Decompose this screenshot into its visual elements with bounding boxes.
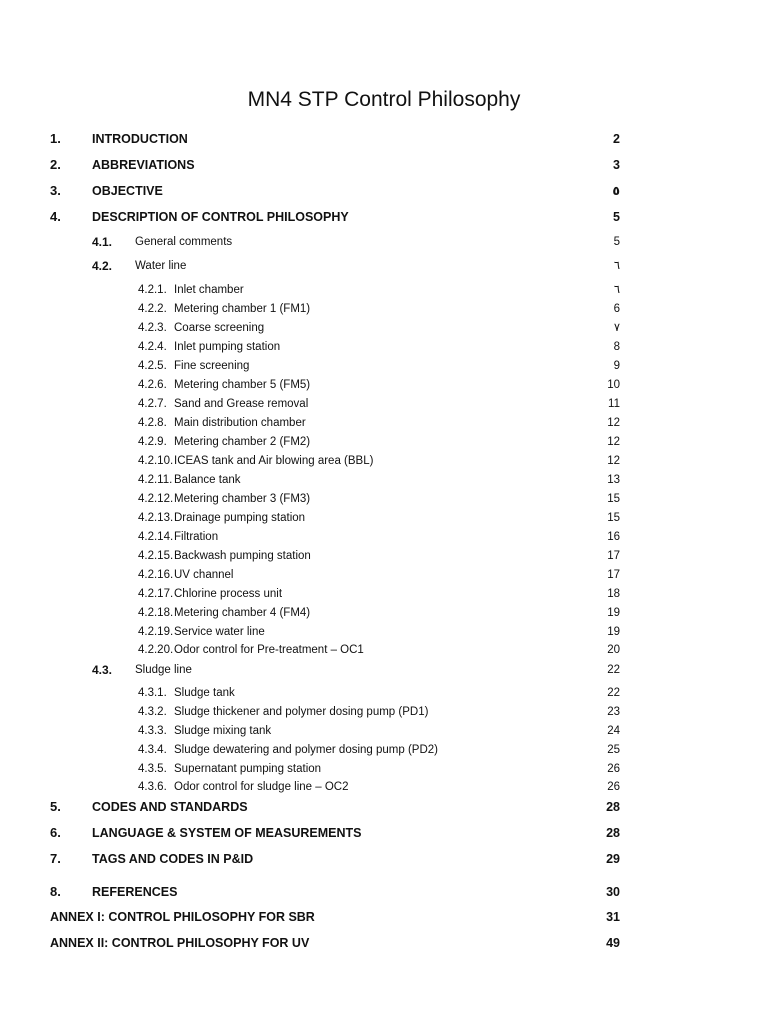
toc-entry-number: 4.3.2.	[138, 706, 167, 718]
toc-entry-number: 4.2.11.	[138, 474, 173, 486]
toc-entry-title: Main distribution chamber	[174, 417, 306, 429]
toc-entry-number: 3.	[50, 183, 61, 198]
toc-entry[interactable]	[0, 760, 768, 778]
toc-entry-number: 4.2.18.	[138, 607, 174, 619]
toc-entry[interactable]	[0, 182, 768, 200]
toc-entry-number: 6.	[50, 825, 61, 840]
toc-entry-page-number: 5	[613, 236, 620, 248]
toc-entry[interactable]	[0, 233, 768, 251]
toc-entry[interactable]	[0, 281, 768, 299]
toc-entry-title: Sand and Grease removal	[174, 398, 309, 410]
toc-entry-number: 4.	[50, 209, 61, 224]
toc-entry[interactable]	[0, 338, 768, 356]
toc-entry[interactable]	[0, 850, 768, 868]
toc-entry-title: Metering chamber 3 (FM3)	[174, 493, 311, 505]
toc-entry-number: 4.1.	[92, 235, 113, 249]
toc-entry-title: Inlet pumping station	[174, 341, 281, 353]
toc-entry-page-number: 23	[607, 706, 620, 718]
toc-entry-title: Sludge tank	[174, 687, 235, 699]
toc-entry[interactable]	[0, 604, 768, 622]
toc-entry-page-number: 11	[608, 398, 620, 410]
toc-entry[interactable]	[0, 414, 768, 432]
toc-entry-page-number: ٥	[612, 184, 620, 198]
toc-entry[interactable]	[0, 824, 768, 842]
toc-entry-number: 4.2.14.	[138, 531, 174, 543]
toc-entry-number: 4.2.7.	[138, 398, 167, 410]
toc-entry-number: 8.	[50, 884, 61, 899]
toc-entry-title: Backwash pumping station	[174, 550, 311, 562]
toc-entry-title: Metering chamber 4 (FM4)	[174, 607, 311, 619]
toc-entry-title: Drainage pumping station	[174, 512, 306, 524]
toc-entry[interactable]	[0, 908, 768, 926]
toc-entry[interactable]	[0, 934, 768, 952]
toc-entry-page-number: ٧	[613, 322, 620, 334]
toc-entry-page-number: 12	[607, 436, 620, 448]
toc-entry-number: 5.	[50, 799, 61, 814]
toc-entry-page-number: 15	[607, 512, 620, 524]
toc-entry-page-number: 31	[606, 910, 620, 924]
toc-entry-page-number: 15	[607, 493, 620, 505]
toc-entry[interactable]	[0, 509, 768, 527]
toc-entry-title: Supernatant pumping station	[174, 763, 322, 775]
toc-entry[interactable]	[0, 623, 768, 641]
toc-entry-title: INTRODUCTION	[92, 132, 188, 146]
page-title: MN4 STP Control Philosophy	[247, 88, 521, 111]
toc-entry-page-number: 2	[613, 132, 620, 146]
toc-entry-page-number: 19	[607, 607, 620, 619]
toc-entry-title: Coarse screening	[174, 322, 265, 334]
toc-entry-page-number: 26	[607, 763, 620, 775]
toc-entry-number: 4.3.1.	[138, 687, 167, 699]
toc-entry-title: Inlet chamber	[174, 284, 244, 296]
toc-entry-title: Sludge thickener and polymer dosing pump (PD1)	[174, 706, 429, 718]
toc-entry-page-number: 5	[613, 210, 620, 224]
toc-entry[interactable]	[0, 722, 768, 740]
toc-entry-number: 4.2.13.	[138, 512, 174, 524]
toc-entry[interactable]	[0, 319, 768, 337]
toc-entry[interactable]	[0, 395, 768, 413]
toc-entry[interactable]	[0, 156, 768, 174]
toc-entry-number: 4.2.2.	[138, 303, 167, 315]
toc-entry[interactable]	[0, 778, 768, 796]
toc-entry-page-number: 17	[607, 569, 620, 581]
toc-entry-number: 1.	[50, 131, 61, 146]
toc-entry-number: 4.2.4.	[138, 341, 167, 353]
toc-entry-page-number: 18	[607, 588, 620, 600]
toc-entry[interactable]	[0, 684, 768, 702]
toc-entry-page-number: 28	[606, 826, 620, 840]
toc-entry-title: Service water line	[174, 626, 265, 638]
toc-entry-page-number: 22	[607, 687, 620, 699]
toc-entry-page-number: 24	[607, 725, 620, 737]
toc-entry[interactable]	[0, 433, 768, 451]
toc-entry[interactable]	[0, 883, 768, 901]
toc-entry-number: 4.2.20.	[138, 644, 174, 656]
toc-entry-page-number: 17	[607, 550, 620, 562]
toc-entry-page-number: ٦	[613, 284, 620, 296]
toc-entry-title: Metering chamber 2 (FM2)	[174, 436, 311, 448]
toc-entry-title: LANGUAGE & SYSTEM OF MEASUREMENTS	[92, 826, 362, 840]
toc-entry-title: Water line	[135, 260, 187, 272]
toc-entry[interactable]	[0, 585, 768, 603]
toc-entry[interactable]	[0, 257, 768, 275]
toc-entry-page-number: 3	[613, 158, 620, 172]
toc-entry[interactable]	[0, 452, 768, 470]
toc-entry[interactable]	[0, 376, 768, 394]
toc-entry-title: General comments	[135, 236, 233, 248]
toc-entry-title: Chlorine process unit	[174, 588, 283, 600]
toc-entry-title: ANNEX I: CONTROL PHILOSOPHY FOR SBR	[50, 910, 315, 924]
toc-entry[interactable]	[0, 130, 768, 148]
toc-entry-page-number: 22	[607, 664, 620, 676]
toc-entry[interactable]	[0, 357, 768, 375]
toc-entry-number: 2.	[50, 157, 61, 172]
toc-entry-page-number: 12	[607, 455, 620, 467]
toc-entry-title: REFERENCES	[92, 885, 178, 899]
toc-entry[interactable]	[0, 798, 768, 816]
toc-entry-title: DESCRIPTION OF CONTROL PHILOSOPHY	[92, 210, 349, 224]
toc-entry-number: 4.2.3.	[138, 322, 167, 334]
toc-entry-title: Metering chamber 1 (FM1)	[174, 303, 311, 315]
toc-entry-title: Sludge line	[135, 664, 192, 676]
toc-entry-number: 4.2.12.	[138, 493, 174, 505]
toc-entry-title: CODES AND STANDARDS	[92, 800, 248, 814]
toc-entry[interactable]	[0, 641, 768, 659]
toc-entry-page-number: 8	[613, 341, 620, 353]
toc-entry-page-number: ٦	[613, 260, 620, 272]
toc-entry-number: 4.2.19.	[138, 626, 174, 638]
toc-entry[interactable]	[0, 300, 768, 318]
toc-entry-page-number: 30	[606, 885, 620, 899]
toc-entry-title: Sludge mixing tank	[174, 725, 272, 737]
toc-entry-page-number: 16	[607, 531, 620, 543]
toc-entry-number: 4.2.15.	[138, 550, 174, 562]
toc-entry[interactable]	[0, 566, 768, 584]
toc-entry-page-number: 13	[607, 474, 620, 486]
toc-entry-number: 7.	[50, 851, 61, 866]
toc-entry-page-number: 6	[613, 303, 620, 315]
toc-entry-page-number: 9	[613, 360, 620, 372]
toc-entry-number: 4.2.10.	[138, 455, 174, 467]
toc-entry-page-number: 25	[607, 744, 620, 756]
toc-entry-number: 4.3.3.	[138, 725, 167, 737]
toc-entry[interactable]	[0, 547, 768, 565]
toc-entry-title: ANNEX II: CONTROL PHILOSOPHY FOR UV	[50, 936, 310, 950]
toc-entry-number: 4.2.9.	[138, 436, 167, 448]
toc-entry-page-number: 28	[606, 800, 620, 814]
toc-entry-page-number: 10	[607, 379, 620, 391]
toc-entry-number: 4.3.5.	[138, 763, 167, 775]
toc-entry-title: Odor control for Pre-treatment – OC1	[174, 644, 364, 656]
toc-entry-title: Fine screening	[174, 360, 250, 372]
toc-entry[interactable]	[0, 703, 768, 721]
toc-entry[interactable]	[0, 528, 768, 546]
toc-entry-title: Odor control for sludge line – OC2	[174, 781, 349, 793]
toc-entry-title: TAGS AND CODES IN P&ID	[92, 852, 254, 866]
toc-entry-number: 4.2.5.	[138, 360, 167, 372]
toc-entry-number: 4.2.16.	[138, 569, 174, 581]
toc-entry[interactable]	[0, 208, 768, 226]
toc-entry-number: 4.2.17.	[138, 588, 174, 600]
toc-entry-number: 4.3.6.	[138, 781, 167, 793]
toc-entry-number: 4.2.1.	[138, 284, 167, 296]
toc-entry-page-number: 20	[607, 644, 620, 656]
toc-entry-number: 4.2.8.	[138, 417, 167, 429]
toc-entry-title: OBJECTIVE	[92, 184, 163, 198]
toc-entry[interactable]	[0, 661, 768, 679]
toc-entry[interactable]	[0, 471, 768, 489]
toc-entry-page-number: 19	[607, 626, 620, 638]
toc-entry[interactable]	[0, 741, 768, 759]
toc-entry-title: Sludge dewatering and polymer dosing pump (PD2)	[174, 744, 439, 756]
toc-entry-title: ABBREVIATIONS	[92, 158, 195, 172]
toc-entry-title: Metering chamber 5 (FM5)	[174, 379, 311, 391]
toc-entry-number: 4.2.	[92, 259, 113, 273]
toc-entry-title: UV channel	[174, 569, 234, 581]
toc-entry-title: ICEAS tank and Air blowing area (BBL)	[174, 455, 374, 467]
toc-entry-page-number: 12	[607, 417, 620, 429]
toc-entry-title: Balance tank	[174, 474, 241, 486]
toc-entry-page-number: 29	[606, 852, 620, 866]
toc-entry[interactable]	[0, 490, 768, 508]
toc-entry-number: 4.2.6.	[138, 379, 167, 391]
toc-entry-number: 4.3.	[92, 663, 113, 677]
toc-entry-page-number: 49	[606, 936, 620, 950]
toc-entry-page-number: 26	[607, 781, 620, 793]
toc-entry-number: 4.3.4.	[138, 744, 167, 756]
toc-entry-title: Filtration	[174, 531, 219, 543]
